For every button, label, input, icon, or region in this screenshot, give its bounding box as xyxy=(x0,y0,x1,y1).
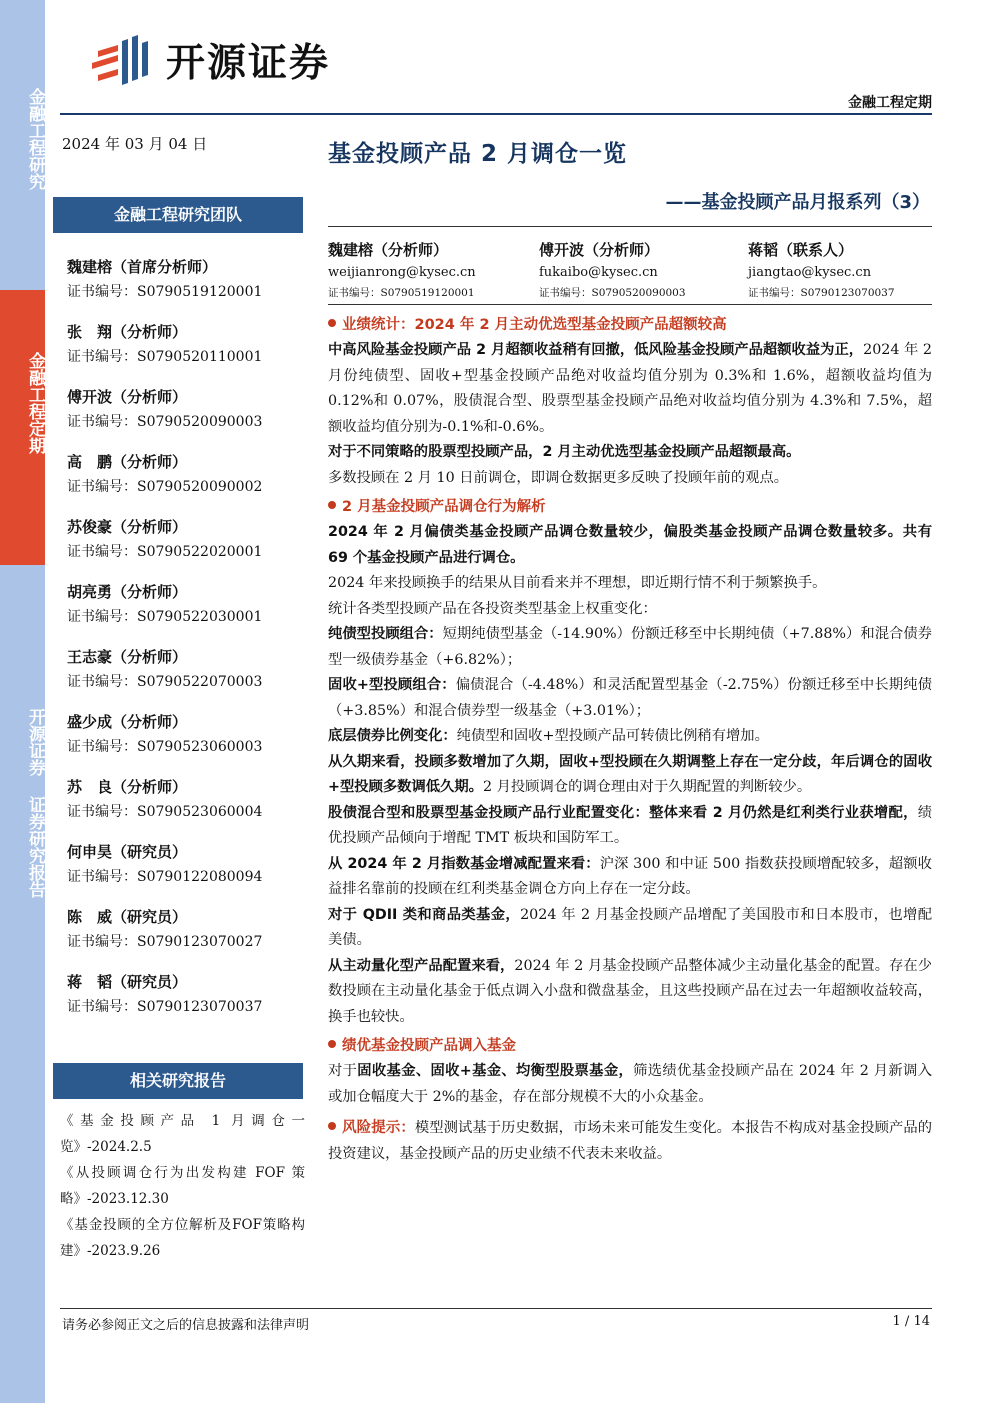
member-name: 张 翔（分析师） xyxy=(67,323,188,341)
subtitle-divider xyxy=(328,226,932,227)
bullet-icon xyxy=(328,1122,336,1130)
paragraph: 多数投顾在 2 月 10 日前调仓，即调仓数据更多反映了投顾年前的观点。 xyxy=(328,469,789,486)
paragraph: 纯债型投顾组合：短期纯债型基金（-14.90%）份额迁移至中长期纯债（+7.88%）和混合债券型一级债券基金（+6.82%）； xyxy=(328,626,932,668)
member-cert: 证书编号：S0790522070003 xyxy=(67,674,263,690)
author-name: 魏建榕（分析师） xyxy=(328,241,449,259)
member-cert: 证书编号：S0790523060003 xyxy=(67,739,263,755)
member-name: 傅开波（分析师） xyxy=(67,388,188,406)
team-member xyxy=(67,387,307,432)
member-cert: 证书编号：S0790520110001 xyxy=(67,349,263,365)
member-name: 高 鹏（分析师） xyxy=(67,453,188,471)
author-block xyxy=(539,240,686,300)
author-email[interactable]: weijianrong@kysec.cn xyxy=(328,265,476,280)
logo-mark-icon xyxy=(88,31,158,89)
member-name: 盛少成（分析师） xyxy=(67,713,188,731)
authors-divider xyxy=(328,304,932,305)
member-cert: 证书编号：S0790520090002 xyxy=(67,479,263,495)
paragraph: 从主动量化型产品配置来看，2024 年 2 月基金投顾产品整体减少主动量化基金的配置。存在少数投顾在主动量化基金于低点调入小盘和微盘基金，且这些投顾产品在过去一年超额收益较高，换手也较快。 xyxy=(328,957,932,1025)
company-logo xyxy=(88,30,330,90)
bullet-icon xyxy=(328,1040,336,1048)
author-cert: 证书编号：S0790520090003 xyxy=(539,287,686,299)
member-cert: 证书编号：S0790123070037 xyxy=(67,999,263,1015)
report-date: 2024 年 03 月 04 日 xyxy=(62,135,208,153)
team-member xyxy=(67,452,307,497)
paragraph: 统计各类型投顾产品在各投资类型基金上权重变化： xyxy=(328,600,657,617)
section-heading-rebalance: 2 月基金投顾产品调仓行为解析 xyxy=(328,495,932,520)
member-name: 苏俊豪（分析师） xyxy=(67,518,188,536)
report-title: 基金投顾产品 2 月调仓一览 xyxy=(328,141,628,167)
page-number: 1 / 14 xyxy=(892,1314,930,1329)
member-name: 陈 威（研究员） xyxy=(67,908,188,926)
member-name: 苏 良（分析师） xyxy=(67,778,188,796)
related-report-link[interactable]: 《基金投顾的全方位解析及FOF策略构建》-2023.9.26 xyxy=(60,1217,305,1259)
paragraph: 股债混合型和股票型基金投顾产品行业配置变化：整体来看 2 月仍然是红利类行业获增配，绩优投顾产品倾向于增配 TMT 板块和国防军工。 xyxy=(328,804,932,846)
team-member xyxy=(67,582,307,627)
paragraph: 2024 年 2 月偏债类基金投顾产品调仓数量较少，偏股类基金投顾产品调仓数量较多。共有 69 个基金投顾产品进行调仓。 xyxy=(328,524,932,566)
member-cert: 证书编号：S0790520090003 xyxy=(67,414,263,430)
member-cert: 证书编号：S0790522030001 xyxy=(67,609,263,625)
report-type-label: 金融工程定期 xyxy=(848,95,932,111)
paragraph: 从 2024 年 2 月指数基金增减配置来看：沪深 300 和中证 500 指数获投顾增配较多，超额收益排名靠前的投顾在红利类基金调仓方向上存在一定分歧。 xyxy=(328,855,932,897)
author-cert: 证书编号：S0790519120001 xyxy=(328,287,475,299)
team-member xyxy=(67,517,307,562)
paragraph: 中高风险基金投顾产品 2 月超额收益稍有回撤，低风险基金投顾产品超额收益为正，2024 年 2 月份纯债型、固收+型基金投顾产品绝对收益均值分别为 0.3%和 1.6%，超额收益均值为 0.12%和 0.07%，股债混合型、股票型基金投顾产品绝对收益均值分别为 4.3%和 7.5%，超额收益均值分别为-0.1%和-0.6%。 xyxy=(328,342,932,435)
paragraph: 2024 年来投顾换手的结果从目前看来并不理想，即近期行情不利于频繁换手。 xyxy=(328,575,827,591)
member-cert: 证书编号：S0790523060004 xyxy=(67,804,263,820)
paragraph: 对于 QDII 类和商品类基金，2024 年 2 月基金投顾产品增配了美国股市和日本股市，也增配美债。 xyxy=(328,906,932,948)
author-email[interactable]: jiangtao@kysec.cn xyxy=(748,265,872,280)
risk-warning: 风险提示：模型测试基于历史数据，市场未来可能发生变化。本报告不构成对基金投顾产品的投资建议，基金投顾产品的历史业绩不代表未来收益。 xyxy=(328,1120,933,1162)
author-cert: 证书编号：S0790123070037 xyxy=(748,287,895,299)
member-name: 魏建榕（首席分析师） xyxy=(67,258,218,276)
report-subtitle: ——基金投顾产品月报系列（3） xyxy=(665,192,930,213)
paragraph: 对于固收基金、固收+基金、均衡型股票基金，筛选绩优基金投顾产品在 2024 年 2 月新调入或加仓幅度大于 2%的基金，存在部分规模不大的小众基金。 xyxy=(328,1063,932,1105)
main-content xyxy=(328,313,932,1167)
team-member xyxy=(67,322,307,367)
sidebar-band-bottom xyxy=(0,565,45,1403)
team-member xyxy=(67,647,307,692)
team-member xyxy=(67,712,307,757)
team-member xyxy=(67,777,307,822)
related-report-link[interactable]: 《基金投顾产品 1 月调仓一览》-2024.2.5 xyxy=(60,1113,305,1155)
paragraph: 底层债券比例变化：纯债型和固收+型投顾产品可转债比例稍有增加。 xyxy=(328,728,769,744)
member-cert: 证书编号：S0790122080094 xyxy=(67,869,263,885)
member-cert: 证书编号：S0790522020001 xyxy=(67,544,263,560)
member-cert: 证书编号：S0790123070027 xyxy=(67,934,263,950)
footer-disclaimer: 请务必参阅正文之后的信息披露和法律声明 xyxy=(62,1318,310,1333)
bullet-icon xyxy=(328,319,336,327)
team-member xyxy=(67,972,307,1017)
paragraph: 从久期来看，投顾多数增加了久期，固收+型投顾在久期调整上存在一定分歧，年后调仓的固收+型投顾多数调低久期。2 月投顾调仓的调仓理由对于久期配置的判断较少。 xyxy=(328,753,932,795)
header-divider xyxy=(60,113,932,115)
paragraph: 对于不同策略的股票型投顾产品，2 月主动优选型基金投顾产品超额最高。 xyxy=(328,444,801,460)
team-member xyxy=(67,907,307,952)
section-heading-top-funds: 绩优基金投顾产品调入基金 xyxy=(328,1034,932,1059)
bullet-icon xyxy=(328,501,336,509)
member-cert: 证书编号：S0790519120001 xyxy=(67,284,263,300)
team-member xyxy=(67,257,307,302)
member-name: 胡亮勇（分析师） xyxy=(67,583,188,601)
related-heading: 相关研究报告 xyxy=(53,1063,303,1099)
member-name: 何申昊（研究员） xyxy=(67,843,188,861)
related-report-link[interactable]: 《从投顾调仓行为出发构建 FOF 策略》-2023.12.30 xyxy=(60,1165,305,1207)
section-heading-performance: 业绩统计：2024 年 2 月主动优选型基金投顾产品超额较高 xyxy=(328,313,932,338)
member-name: 王志豪（分析师） xyxy=(67,648,188,666)
author-name: 傅开波（分析师） xyxy=(539,241,660,259)
team-heading: 金融工程研究团队 xyxy=(53,197,303,233)
author-email[interactable]: fukaibo@kysec.cn xyxy=(539,265,658,280)
author-block xyxy=(748,240,895,300)
team-member xyxy=(67,842,307,887)
logo-text: 开源证券 xyxy=(166,41,331,86)
author-block xyxy=(328,240,476,300)
paragraph: 固收+型投顾组合：偏债混合（-4.48%）和灵活配置型基金（-2.75%）份额迁移至中长期纯债（+3.85%）和混合债券型一级基金（+3.01%）； xyxy=(328,677,932,719)
author-name: 蒋韬（联系人） xyxy=(748,241,854,259)
member-name: 蒋 韬（研究员） xyxy=(67,973,188,991)
sidebar-label-bottom: 开源证券 证券研究报告 xyxy=(25,708,45,898)
footer-divider xyxy=(60,1308,932,1309)
sidebar-label-middle: 金融工程定期 xyxy=(25,352,45,454)
sidebar-label-top: 金融工程研究 xyxy=(25,88,45,190)
